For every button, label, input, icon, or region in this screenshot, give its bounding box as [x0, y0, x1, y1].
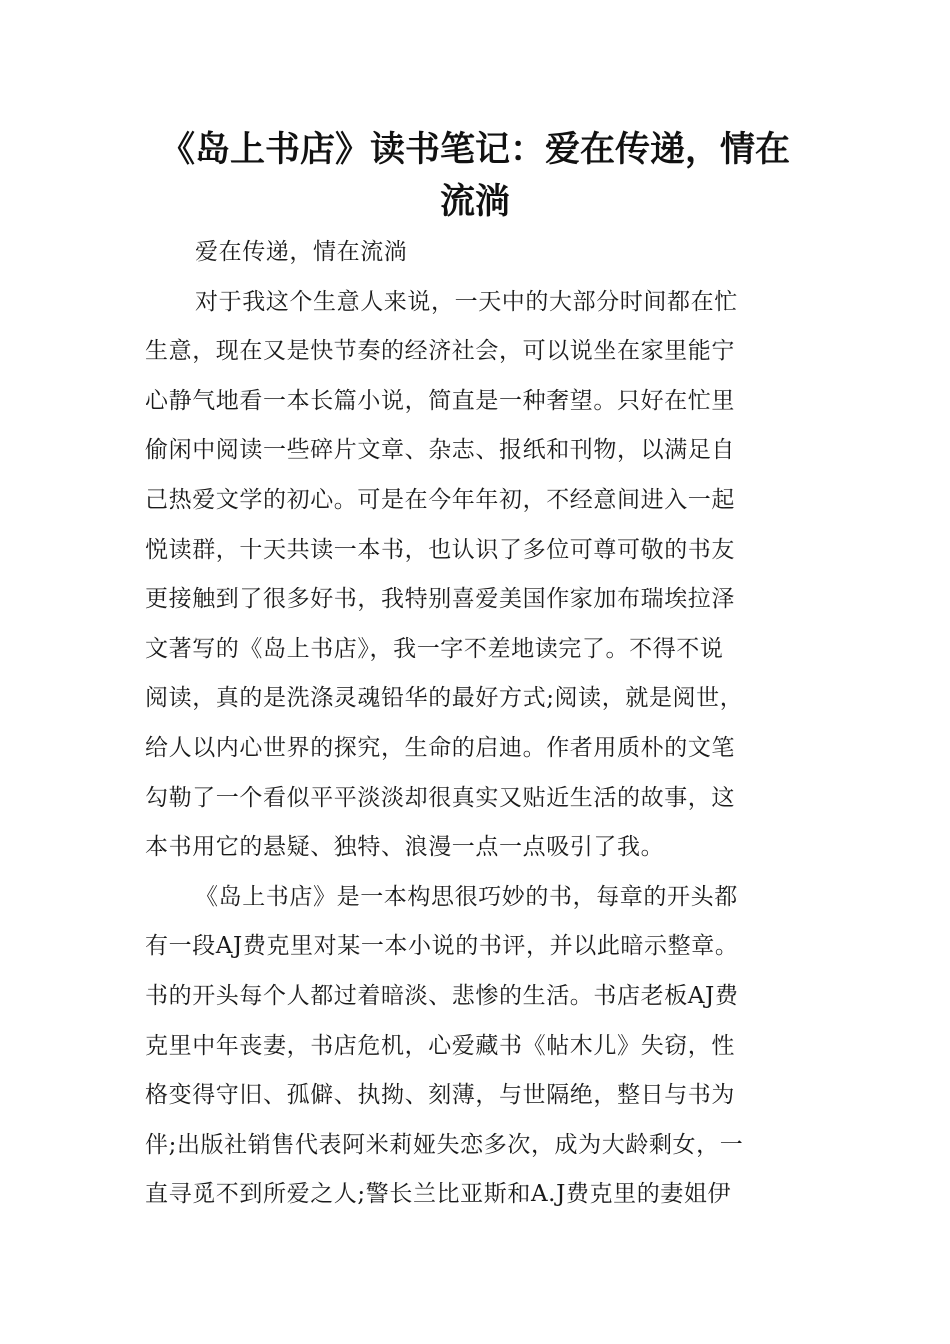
paragraph	[145, 873, 805, 1220]
document-title	[140, 124, 810, 228]
paragraph-line: 悦读群，十天共读一本书，也认识了多位可尊可敬的书友	[145, 536, 735, 563]
paragraph-line: 给人以内心世界的探究，生命的启迪。作者用质朴的文笔	[145, 734, 735, 761]
paragraph-line: 生意，现在又是快节奏的经济社会，可以说坐在家里能宁	[145, 338, 735, 365]
subtitle-line: 爱在传递，情在流淌	[195, 239, 408, 265]
document-body	[145, 228, 805, 1220]
paragraph	[145, 278, 805, 873]
title-line: 《岛上书店》读书笔记：爱在传递，情在	[159, 130, 790, 170]
paragraph-line: 己热爱文学的初心。可是在今年年初，不经意间进入一起	[145, 486, 735, 513]
paragraph-line: 心静气地看一本长篇小说，简直是一种奢望。只好在忙里	[145, 387, 735, 414]
paragraph-line: 克里中年丧妻，书店危机，心爱藏书《帖木儿》失窃，性	[145, 1032, 735, 1059]
paragraph-line: 书的开头每个人都过着暗淡、悲惨的生活。书店老板AJ费	[145, 982, 739, 1009]
paragraph-line: 勾勒了一个看似平平淡淡却很真实又贴近生活的故事，这	[145, 784, 735, 811]
paragraph-line: 阅读，真的是洗涤灵魂铅华的最好方式;阅读，就是阅世，	[145, 685, 744, 712]
paragraph-line: 本书用它的悬疑、独特、浪漫一点一点吸引了我。	[145, 834, 665, 861]
paragraph-line: 对于我这个生意人来说，一天中的大部分时间都在忙	[195, 288, 738, 315]
paragraph-line: 《岛上书店》是一本构思很巧妙的书，每章的开头都	[195, 883, 738, 910]
title-line: 流淌	[439, 182, 510, 222]
paragraph-line: 有一段AJ费克里对某一本小说的书评，并以此暗示整章。	[145, 933, 739, 960]
paragraph-line: 更接触到了很多好书，我特别喜爱美国作家加布瑞埃拉泽	[145, 586, 735, 613]
paragraph-line: 偷闲中阅读一些碎片文章、杂志、报纸和刊物，以满足自	[145, 437, 735, 464]
paragraph-line: 文著写的《岛上书店》，我一字不差地读完了。不得不说	[145, 635, 724, 662]
paragraph-line: 格变得守旧、孤僻、执拗、刻薄，与世隔绝，整日与书为	[145, 1082, 735, 1109]
paragraph-line: 伴;出版社销售代表阿米莉娅失恋多次，成为大龄剩女，一	[145, 1131, 744, 1158]
paragraph-line: 直寻觅不到所爱之人;警长兰比亚斯和A.J费克里的妻姐伊	[145, 1181, 732, 1208]
